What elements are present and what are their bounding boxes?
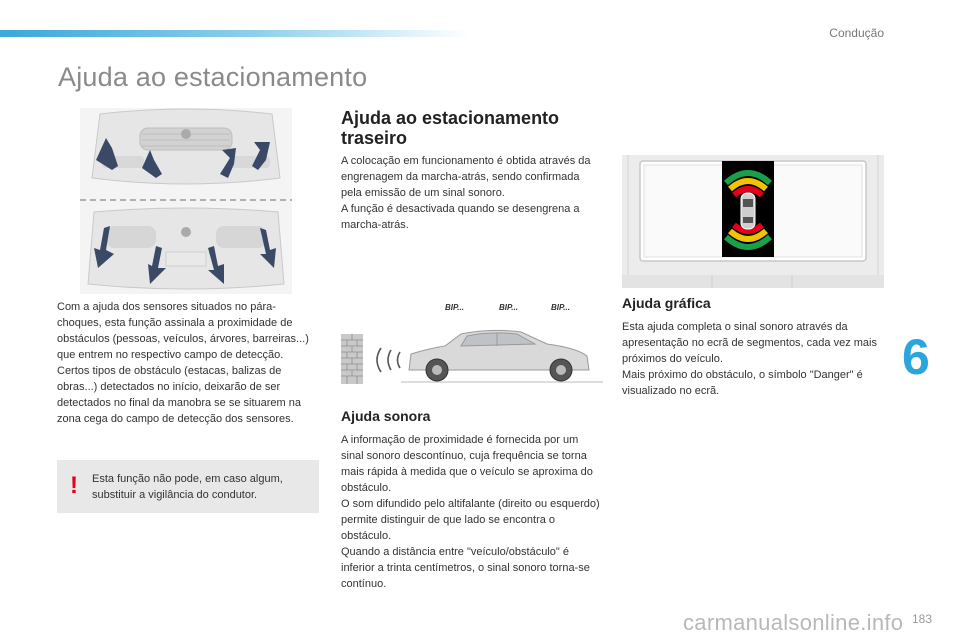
warning-box xyxy=(57,460,319,513)
graphic-aid-heading: Ajuda gráfica xyxy=(622,295,711,311)
warning-text: Esta função não pode, em caso algum, substituir a vigilância do condutor. xyxy=(92,473,283,501)
sound-paragraph-3: Quando a distância entre "veículo/obstáculo" é inferior a trinta centímetros, o sinal sonoro torna-se contínuo. xyxy=(341,546,590,590)
obstacle-note-paragraph: Certos tipos de obstáculo (estacas, balizas de obras...) detectados no início, deixarão de ser detectados no final da manobra se se situarem na zona cega do campo de detecção dos sensores. xyxy=(57,365,301,425)
rear-parking-text xyxy=(341,153,603,233)
bip-label: BIP... xyxy=(499,303,518,312)
section-label: Condução xyxy=(829,26,884,40)
bip-label: BIP... xyxy=(445,303,464,312)
sound-aid-text xyxy=(341,432,603,592)
car-sound-illustration xyxy=(341,296,603,386)
deactivation-paragraph: A função é desactivada quando se desengrena a marcha-atrás. xyxy=(341,203,580,231)
intro-paragraph: Com a ajuda dos sensores situados no pára-choques, esta função assinala a proximidade de obstáculos (pessoas, veículos, árvores, barreiras...) que entrem no respectivo campo de detecção. xyxy=(57,301,309,361)
graphic-paragraph-1: Esta ajuda completa o sinal sonoro através da apresentação no ecrã de segmentos, cada vez mais próximos do veículo. xyxy=(622,321,877,365)
watermark: carmanualsonline.info xyxy=(683,610,904,635)
sound-aid-heading: Ajuda sonora xyxy=(341,408,431,424)
car-side-icon xyxy=(401,330,603,382)
brick-wall-icon xyxy=(341,334,363,384)
bumper-sensors-icon xyxy=(80,108,292,294)
chapter-number: 6 xyxy=(902,329,930,385)
graphic-aid-text xyxy=(622,319,884,399)
header-accent-bar xyxy=(0,30,470,37)
sound-paragraph-1: A informação de proximidade é fornecida por um sinal sonoro descontínuo, cuja frequência se torna mais rápida à medida que o veículo se aproxima do obstáculo. xyxy=(341,434,593,494)
parking-display-screen-icon xyxy=(622,155,884,288)
graphic-paragraph-2: Mais próximo do obstáculo, o símbolo "Danger" é visualizado no ecrã. xyxy=(622,369,863,397)
left-column-text xyxy=(57,299,319,427)
sound-paragraph-2: O som difundido pelo altifalante (direito ou esquerdo) permite distinguir de que lado se encontra o obstáculo. xyxy=(341,498,600,542)
warning-icon: ! xyxy=(70,472,78,499)
rear-parking-heading: Ajuda ao estacionamento traseiro xyxy=(341,108,560,148)
page-title: Ajuda ao estacionamento xyxy=(58,62,368,92)
bip-label: BIP... xyxy=(551,303,570,312)
activation-paragraph: A colocação em funcionamento é obtida através da engrenagem da marcha-atrás, sendo confirmada pela emissão de um sinal sonoro. xyxy=(341,155,591,199)
page-number: 183 xyxy=(912,612,933,626)
sound-waves-icon xyxy=(377,348,400,372)
